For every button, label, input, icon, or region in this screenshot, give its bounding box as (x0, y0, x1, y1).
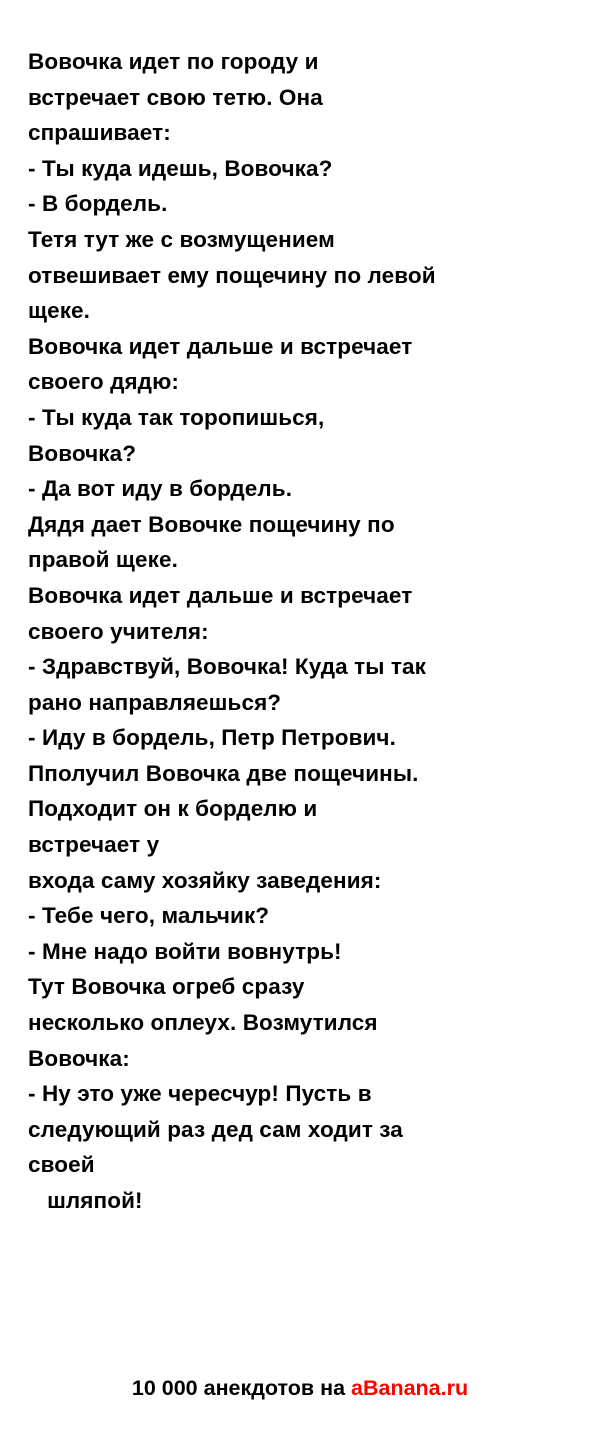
joke-line: спрашивает: (28, 120, 171, 146)
joke-line: рано направляешься? (28, 689, 282, 715)
joke-line: Пполучил Вовочка две пощечины. (28, 760, 419, 786)
joke-line: шляпой! (28, 1188, 143, 1213)
footer-label: 10 000 анекдотов на (131, 1376, 352, 1400)
joke-line: встречает свою тетю. Она (28, 84, 323, 110)
joke-line: следующий раз дед сам ходит за (28, 1116, 403, 1142)
joke-line: Дядя дает Вовочке пощечину по (28, 511, 395, 537)
joke-line: - Ты куда так торопишься, (28, 404, 325, 430)
joke-line: встречает у (28, 832, 160, 858)
joke-line: Подходит он к борделю и (28, 796, 318, 822)
joke-line: - Здравствуй, Вовочка! Куда ты так (28, 654, 427, 680)
brand-link[interactable]: aBanana.ru (351, 1376, 469, 1400)
joke-line: своего дядю: (28, 369, 179, 395)
joke-text (28, 44, 572, 1219)
joke-line: своей (28, 1152, 95, 1178)
joke-line: своего учителя: (28, 618, 209, 644)
joke-line: - Ты куда идешь, Вовочка? (28, 155, 333, 181)
footer (0, 1374, 600, 1402)
joke-line: Вовочка идет дальше и встречает (28, 333, 413, 359)
joke-line: Вовочка идет по городу и (28, 49, 319, 74)
joke-line: несколько оплеух. Возмутился (28, 1010, 378, 1036)
joke-line: - Да вот иду в бордель. (28, 476, 293, 502)
joke-line: отвешивает ему пощечину по левой (28, 262, 436, 288)
joke-line: правой щеке. (28, 547, 178, 573)
joke-line: Вовочка: (28, 1045, 130, 1071)
joke-line: - В бордель. (28, 191, 168, 217)
joke-line: Тетя тут же с возмущением (28, 226, 335, 252)
joke-line: входа саму хозяйку заведения: (28, 867, 382, 893)
joke-line: Вовочка идет дальше и встречает (28, 582, 413, 608)
joke-line: - Ну это уже чересчур! Пусть в (28, 1081, 372, 1107)
joke-line: - Тебе чего, мальчик? (28, 903, 270, 929)
joke-line: - Мне надо войти вовнутрь! (28, 938, 342, 964)
joke-line: Тут Вовочка огреб сразу (28, 974, 305, 1000)
joke-line: - Иду в бордель, Петр Петрович. (28, 725, 396, 751)
joke-line: щеке. (28, 298, 91, 324)
joke-line: Вовочка? (28, 440, 137, 466)
